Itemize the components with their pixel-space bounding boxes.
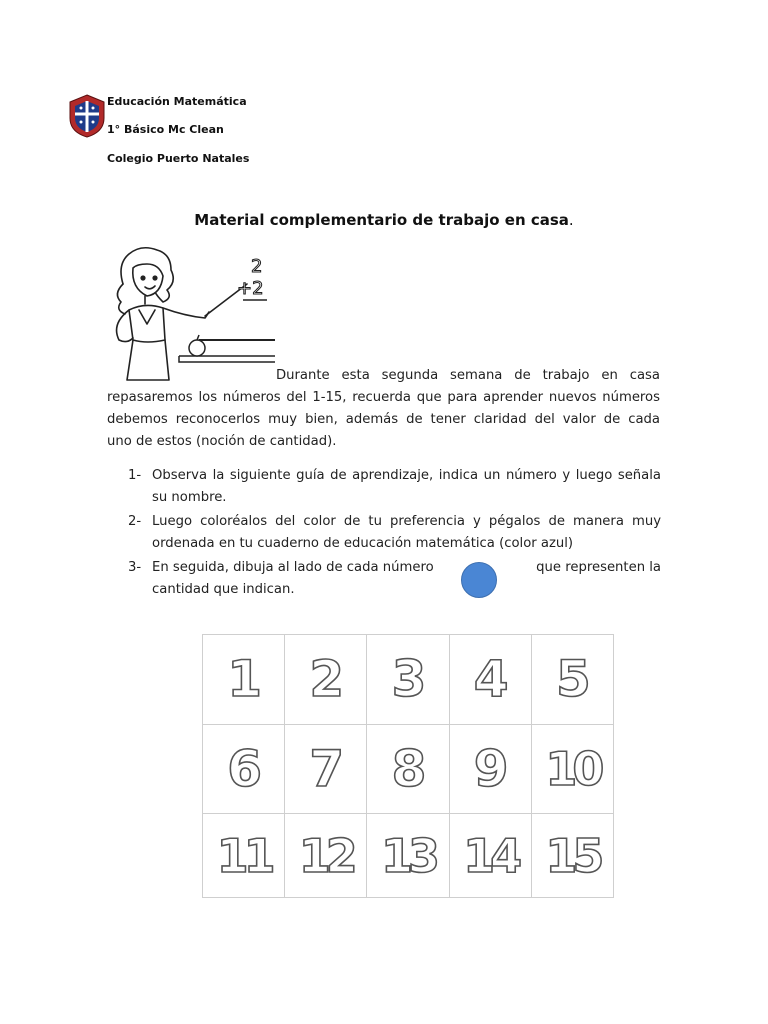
grid-cell	[203, 724, 285, 814]
grid-cell	[531, 814, 613, 898]
header-course: 1° Básico Mc Clean	[107, 123, 224, 136]
header-school: Colegio Puerto Natales	[107, 152, 250, 165]
instruction-line: En seguida, dibuja al lado de cada número que representen la	[152, 560, 661, 575]
grid-cell	[531, 635, 613, 725]
grid-cell	[285, 724, 367, 814]
instruction-line: Luego coloréalos del color de tu preferencia y pégalos de manera muy	[152, 514, 661, 529]
outline-number: 14	[463, 828, 518, 883]
outline-number: 11	[216, 828, 271, 883]
intro-paragraph	[107, 387, 660, 453]
grid-cell	[285, 814, 367, 898]
instruction-line: cantidad que indican.	[152, 582, 295, 597]
outline-number: 6	[227, 740, 260, 799]
outline-number: 2	[309, 650, 343, 709]
instruction-line: ordenada en tu cuaderno de educación matemática (color azul)	[152, 536, 574, 551]
instruction-line: su nombre.	[152, 490, 227, 505]
board-number-bottom: +2	[237, 278, 264, 299]
intro-line: uno de estos (noción de cantidad).	[107, 434, 337, 449]
grid-row	[203, 814, 614, 898]
outline-number: 13	[380, 828, 435, 883]
outline-number: 9	[473, 740, 507, 799]
school-logo	[68, 94, 106, 138]
intro-line: repasaremos los números del 1-15, recuerda que para aprender nuevos números	[107, 390, 660, 405]
page-title: Material complementario de trabajo en casa.	[194, 211, 574, 229]
outline-number: 1	[227, 650, 260, 709]
outline-number: 4	[473, 650, 507, 709]
header-subject: Educación Matemática	[107, 95, 247, 108]
outline-number: 10	[545, 742, 600, 797]
intro-first-line: Durante esta segunda semana de trabajo en casa	[276, 368, 660, 383]
grid-cell	[449, 635, 531, 725]
instruction-item	[128, 465, 661, 509]
grid-row	[203, 724, 614, 814]
grid-cell	[367, 814, 449, 898]
grid-cell	[449, 724, 531, 814]
instruction-item	[128, 511, 661, 555]
instruction-number: 3-	[128, 560, 142, 575]
outline-number: 8	[391, 740, 425, 799]
instruction-item	[128, 557, 661, 601]
instructions-list	[128, 465, 661, 603]
outline-number: 12	[298, 828, 353, 883]
teacher-illustration	[105, 244, 275, 384]
instruction-line: Observa la siguiente guía de aprendizaje, indica un número y luego señala	[152, 468, 661, 483]
instruction-number: 2-	[128, 514, 142, 529]
outline-number: 5	[555, 650, 589, 709]
grid-cell	[367, 724, 449, 814]
grid-row	[203, 635, 614, 725]
outline-number: 7	[309, 740, 343, 799]
grid-cell	[531, 724, 613, 814]
outline-number: 3	[391, 650, 425, 709]
numbers-grid	[202, 634, 614, 898]
board-number-top: 2	[251, 256, 263, 277]
grid-cell	[203, 814, 285, 898]
grid-cell	[285, 635, 367, 725]
instruction-number: 1-	[128, 468, 142, 483]
grid-cell	[203, 635, 285, 725]
intro-line: debemos reconocerlos muy bien, además de tener claridad del valor de cada	[107, 412, 660, 427]
blue-circle-shape	[461, 562, 497, 598]
outline-number: 15	[545, 828, 600, 883]
grid-cell	[367, 635, 449, 725]
grid-cell	[449, 814, 531, 898]
